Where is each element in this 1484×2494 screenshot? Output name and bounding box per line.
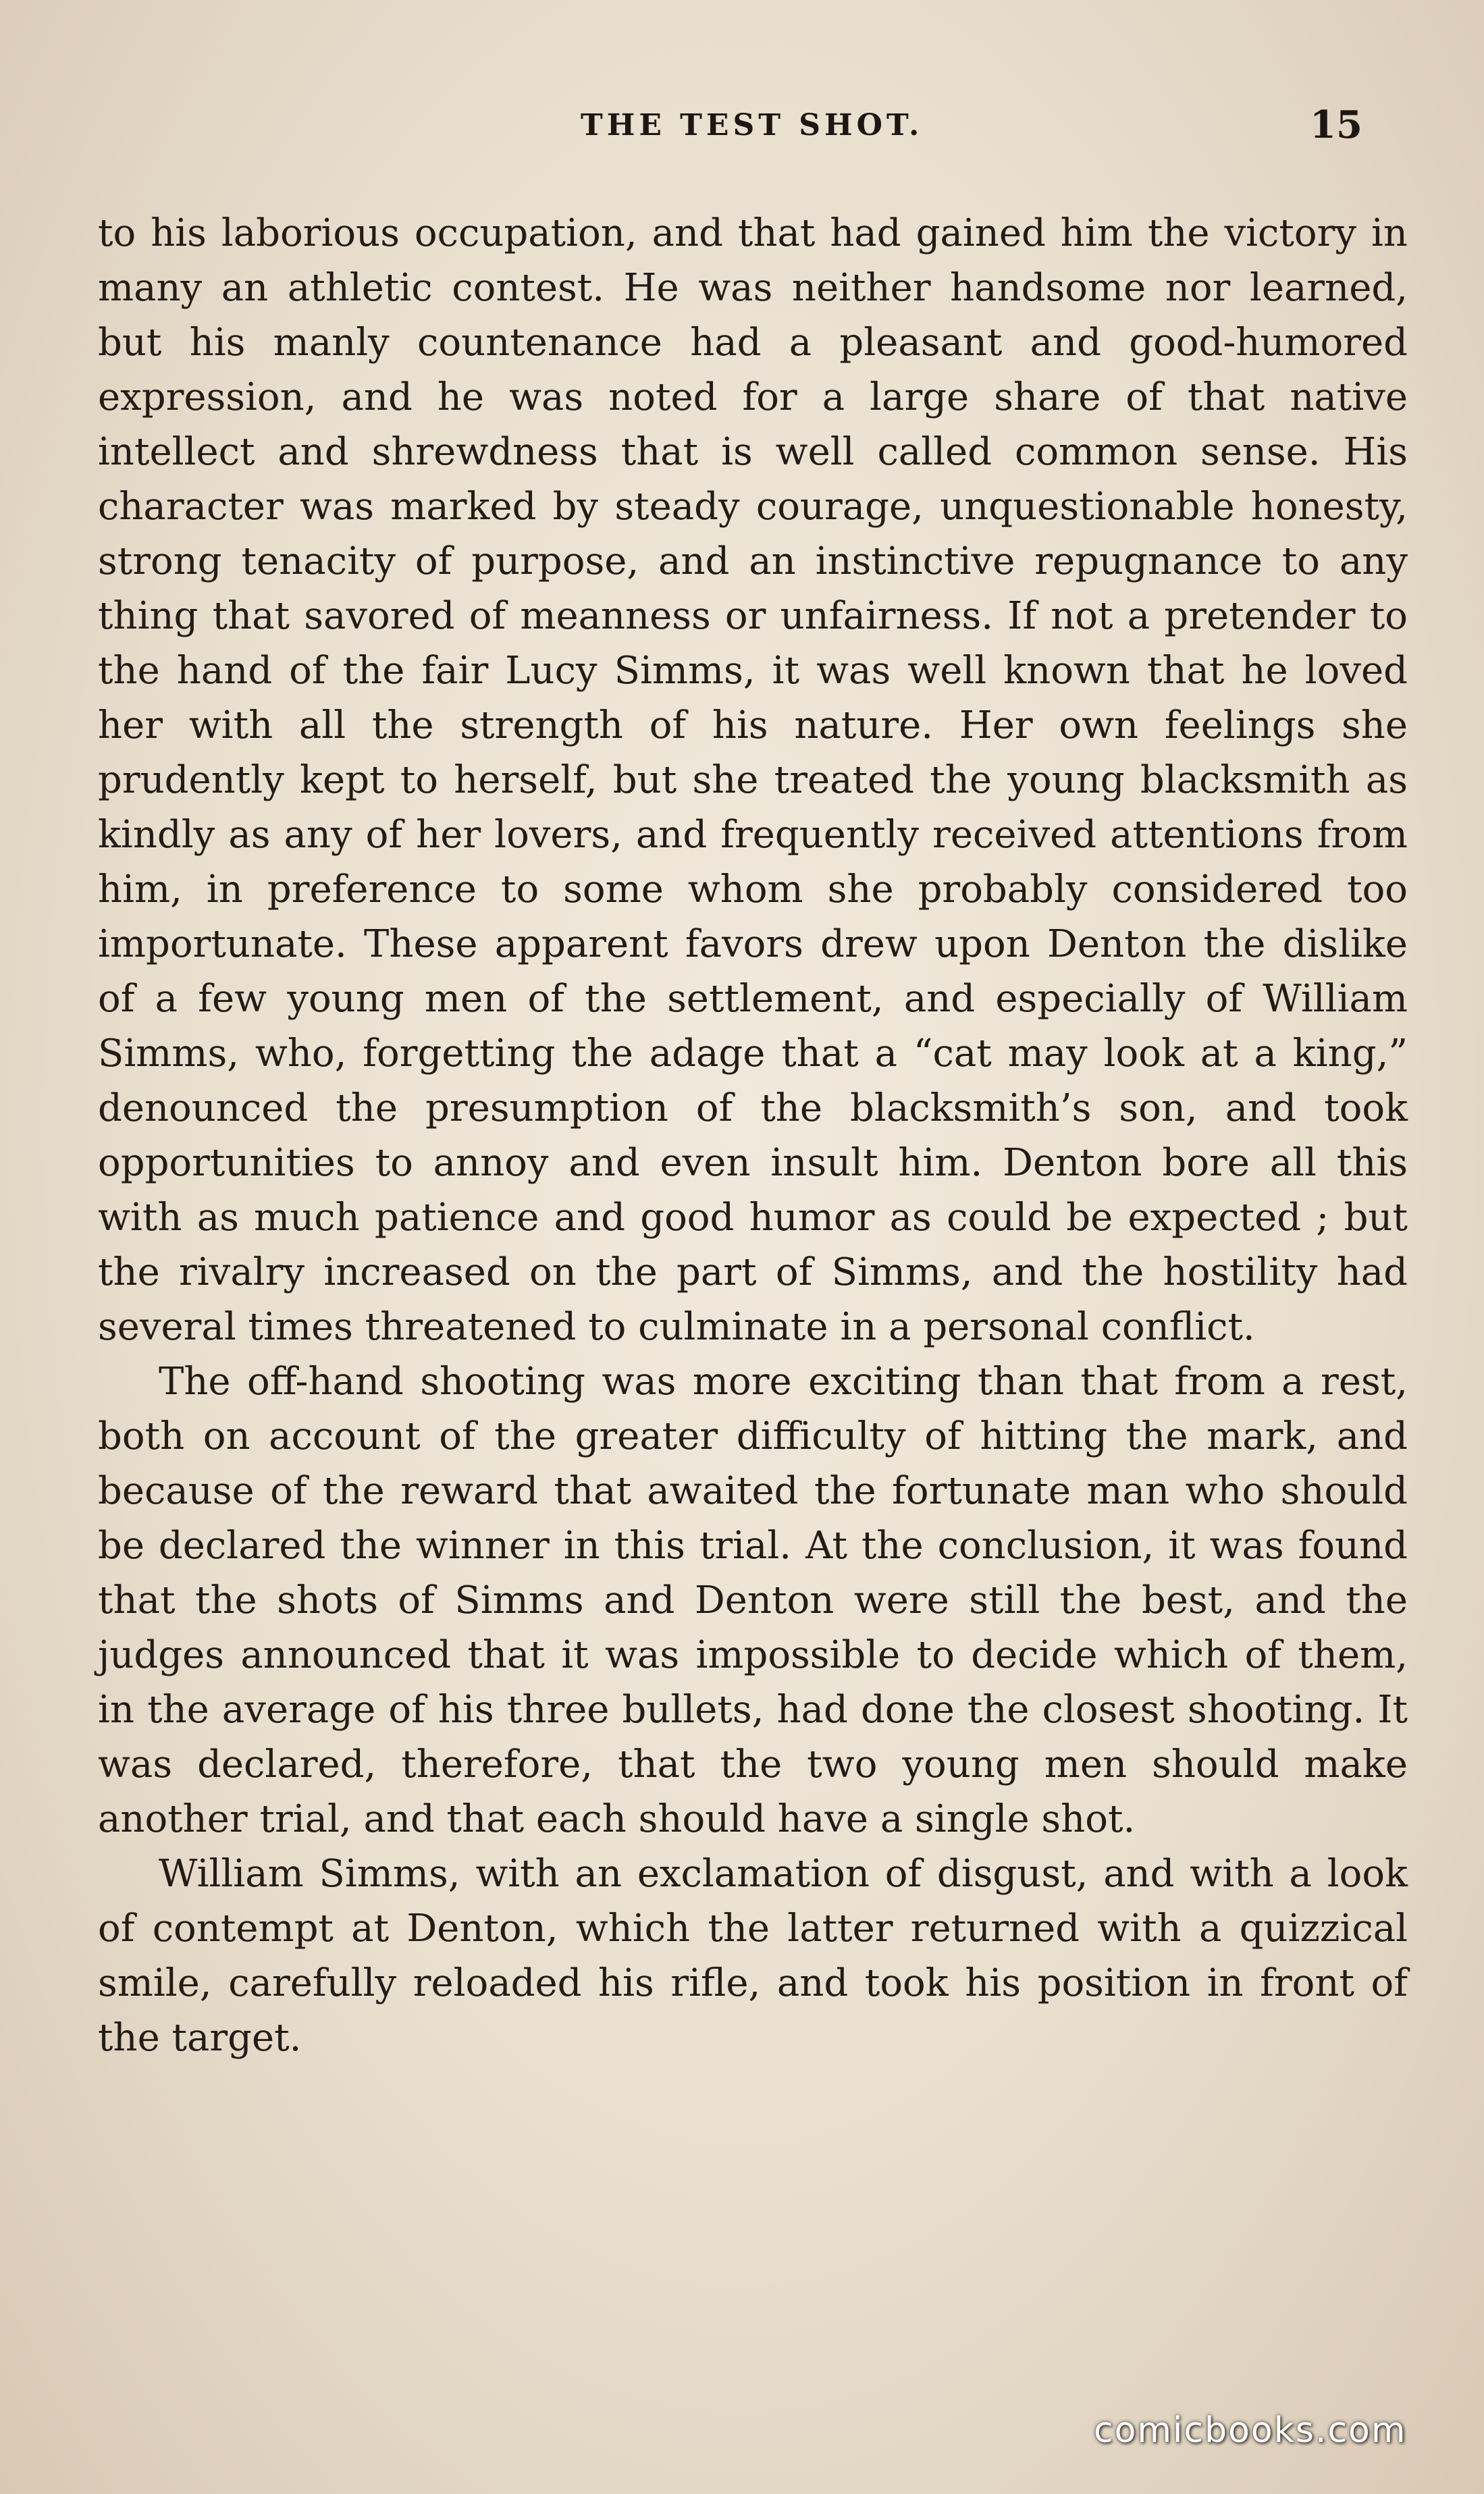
page-number: 15 [1310, 103, 1362, 147]
paragraph: to his laborious occupation, and that had gained him the victory in many an athletic contest. He was neither handsome nor learned, but his manly countenance had a pleasant and good-humored expression, and he was noted for a large share of that native intellect and shrewdness that is well called common sense. His character was marked by steady courage, unquestionable honesty, strong tenacity of purpose, and an instinctive repugnance to any thing that savored of meanness or unfairness. If not a pretender to the hand of the fair Lucy Simms, it was well known that he loved her with all the strength of his nature. Her own feelings she prudently kept to herself, but she treated the young blacksmith as kindly as any of her lovers, and frequently received attentions from him, in preference to some whom she probably considered too importunate. These apparent favors drew upon Denton the dislike of a few young men of the settlement, and especially of William Simms, who, forgetting the adage that a “cat may look at a king,” denounced the presumption of the blacksmith’s son, and took opportunities to annoy and even insult him. Denton bore all this with as much patience and good humor as could be expected ; but the rivalry increased on the part of Simms, and the hostility had several times threatened to culminate in a personal conflict. [98, 211, 1408, 1349]
body-text [98, 206, 1408, 2065]
running-head: THE TEST SHOT. [581, 108, 924, 142]
paragraph: William Simms, with an exclamation of disgust, and with a look of contempt at Denton, which the latter returned with a quizzical smile, carefully reloaded his rifle, and took his position in front of the target. [98, 1852, 1408, 2060]
paragraph: The off-hand shooting was more exciting than that from a rest, both on account of the greater difficulty of hitting the mark, and because of the reward that awaited the fortunate man who should be declared the winner in this trial. At the conclusion, it was found that the shots of Simms and Denton were still the best, and the judges announced that it was impossible to decide which of them, in the average of his three bullets, had done the closest shooting. It was declared, therefore, that the two young men should make another trial, and that each should have a single shot. [98, 1360, 1408, 1841]
page-header [0, 101, 1484, 155]
watermark: comicbooks.com [1094, 2410, 1407, 2451]
